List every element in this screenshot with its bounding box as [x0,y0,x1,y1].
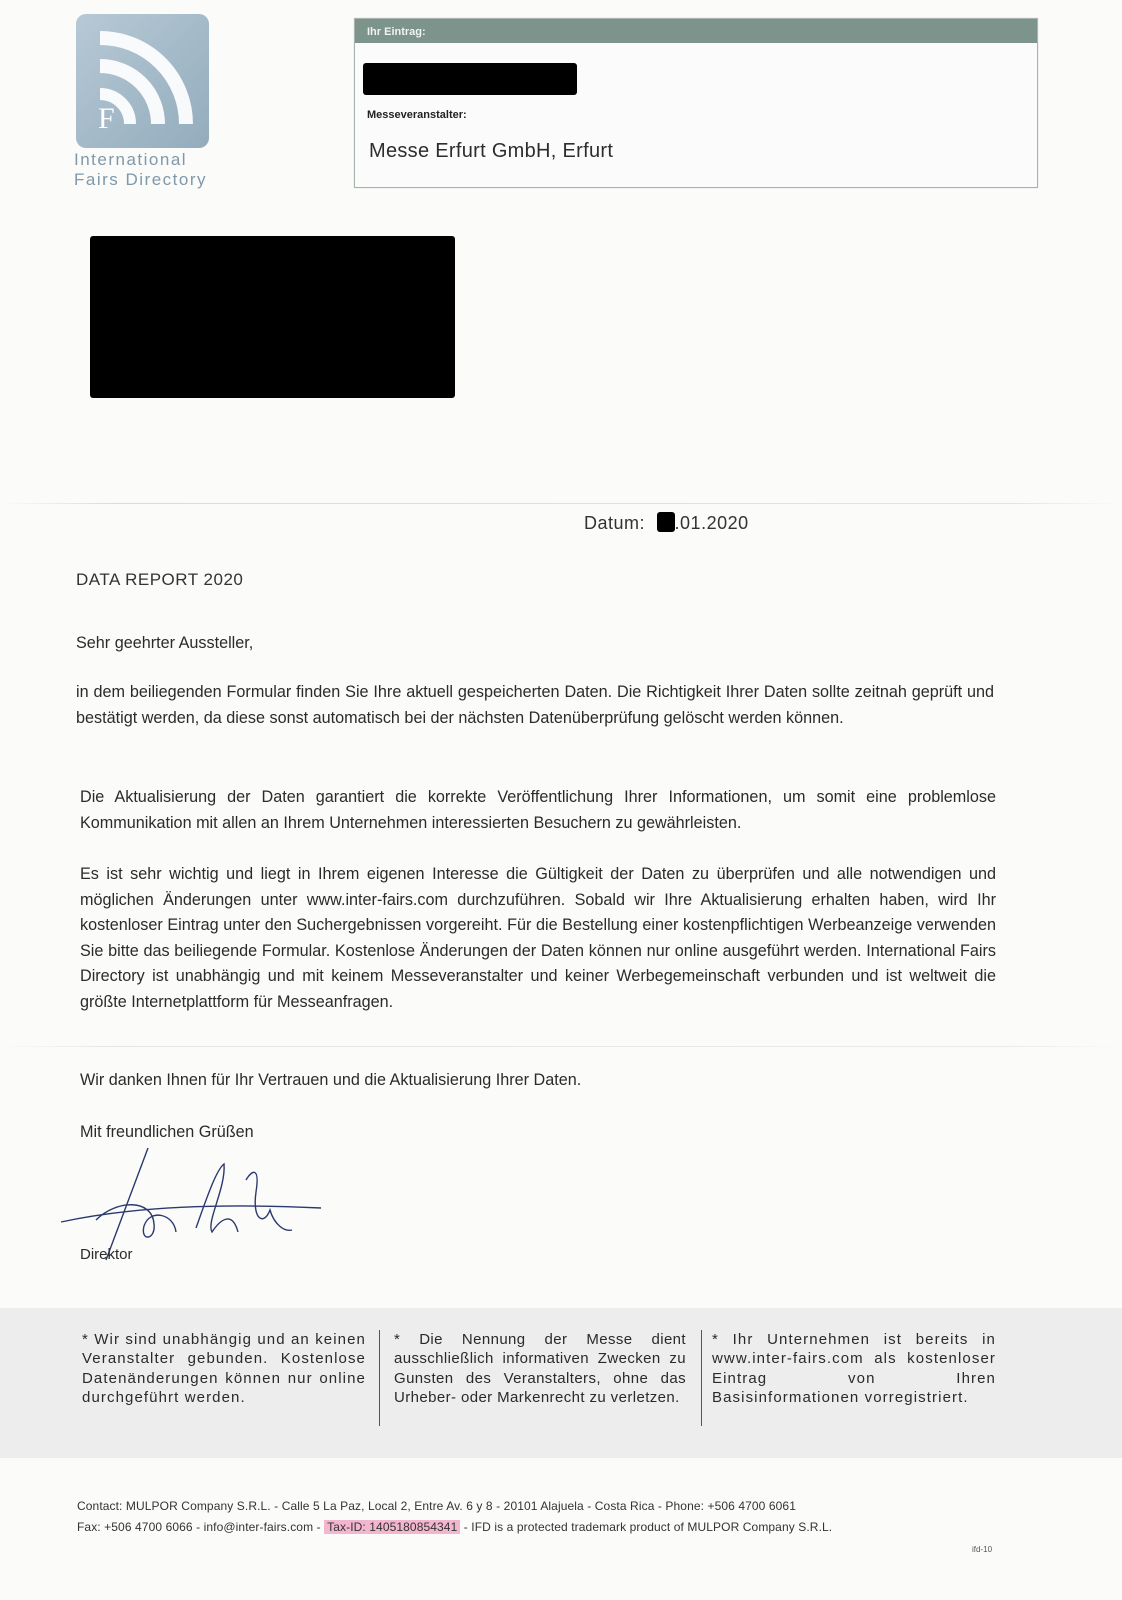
paragraph-3: Es ist sehr wichtig und liegt in Ihrem eigenen Interesse die Gültigkeit der Daten zu überprüfen und alle notwendigen und möglichen Änderungen unter www.inter-fairs.com durchzuführen. Sobald wir Ihre Aktualisierung erhalten haben, wird Ihr kostenloser Eintrag unter den Suchergebnissen vorgereiht. Für die Bestellung einer kostenpflichtigen Werbeanzeige verwenden Sie bitte das beiliegende Formular. Kostenlose Änderungen der Daten können nur online ausgeführt werden. International Fairs Directory ist unabhängig und mit keinem Messeveranstalter und keiner Werbegemeinschaft verbunden und ist weltweit die größte Internetplattform für Messeanfragen. [80,865,996,1011]
entry-box [354,18,1038,188]
svg-text:F: F [98,102,115,135]
document-code: ifd-10 [972,1545,993,1554]
contact-line-1: Contact: MULPOR Company S.R.L. - Calle 5 La Paz, Local 2, Entre Av. 6 y 8 - 20101 Alajuela - Costa Rica - Phone: +506 4700 6061 [77,1499,796,1513]
organizer-label: Messeveranstalter: [367,109,467,121]
date-line [584,512,749,534]
contact-line-2 [77,1517,1007,1538]
note-1: * Wir sind unabhängig und an keinen Veranstalter gebunden. Kostenlose Datenänderungen können nur online durchgeführt werden. [82,1331,366,1407]
fold-line [0,503,1122,504]
redacted-day [657,512,675,532]
contact-fax-email: Fax: +506 4700 6066 - info@inter-fairs.com - [77,1520,321,1534]
paragraph-2: Die Aktualisierung der Daten garantiert die korrekte Veröffentlichung Ihrer Informationen, um somit eine problemlose Kommunikation mit allen an Ihrem Unternehmen interessierten Besuchern zu gewährleisten. [80,788,996,832]
fold-line [0,1046,1122,1047]
closing: Mit freundlichen Grüßen [80,1123,254,1141]
note-divider [701,1330,702,1426]
organizer-value: Messe Erfurt GmbH, Erfurt [369,140,614,162]
contact-trademark: - IFD is a protected trademark product of MULPOR Company S.R.L. [463,1520,833,1534]
paragraph-4: Wir danken Ihnen für Ihr Vertrauen und die Aktualisierung Ihrer Daten. [80,1071,582,1089]
logo-line-2: Fairs Directory [74,170,208,189]
tax-id: Tax-ID: 1405180854341 [324,1520,460,1534]
logo-wordmark [74,150,224,190]
logo-mark [76,14,209,148]
date-label: Datum: [584,513,646,533]
paragraph-1: in dem beiliegenden Formular finden Sie Ihre aktuell gespeicherten Daten. Die Richtigkeit Ihrer Daten sollte zeitnah geprüft und bestätigt werden, da diese sonst automatisch bei der nächsten Datenüberprüfung gelöscht werden können. [76,683,994,727]
broadcast-icon [76,14,209,148]
logo-line-1: International [74,150,188,169]
note-3: * Ihr Unternehmen ist bereits in www.inter-fairs.com als kostenloser Eintrag von Ihren Basisinformationen vorregistriert. [712,1331,996,1407]
report-title: DATA REPORT 2020 [76,570,244,589]
note-2: * Die Nennung der Messe dient ausschließlich informativen Zwecken zu Gunsten des Veranstalters, ohne das Urheber- oder Markenrecht zu verletzen. [394,1331,686,1407]
note-divider [379,1330,380,1426]
entry-header: Ihr Eintrag: [355,19,1037,43]
date-value: .01.2020 [674,513,749,533]
redacted-address [90,236,455,398]
signatory: Direktor [80,1246,133,1263]
salutation: Sehr geehrter Aussteller, [76,634,254,652]
redacted-entry-name [363,63,577,95]
contact-block [77,1496,1007,1538]
